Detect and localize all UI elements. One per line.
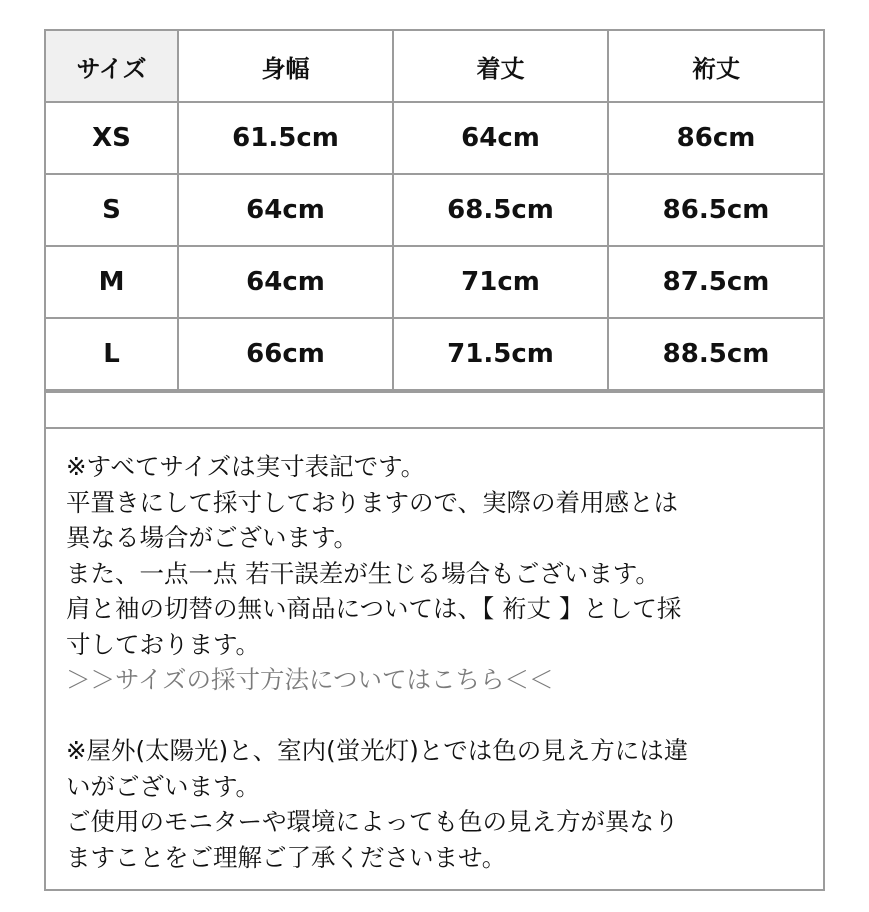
note-line: ※すべてサイズは実寸表記です。 bbox=[66, 452, 426, 481]
table-row bbox=[46, 318, 823, 390]
cell-sleeve-length: 87.5cm bbox=[608, 246, 823, 318]
cell-length: 71cm bbox=[393, 246, 608, 318]
cell-length: 68.5cm bbox=[393, 174, 608, 246]
table-row bbox=[46, 246, 823, 318]
header-sleeve-length: 裄丈 bbox=[608, 31, 823, 102]
cell-sleeve-length: 86cm bbox=[608, 102, 823, 174]
note-line: また、一点一点 若干誤差が生じる場合もございます。 bbox=[66, 558, 660, 588]
note-line: いがございます。 bbox=[66, 771, 261, 801]
table-header-row bbox=[46, 31, 823, 102]
table-row bbox=[46, 102, 823, 174]
cell-size: L bbox=[46, 318, 178, 390]
cell-body-width: 66cm bbox=[178, 318, 393, 390]
cell-sleeve-length: 88.5cm bbox=[608, 318, 823, 390]
note-line: 肩と袖の切替の無い商品については、【 裄丈 】として採 bbox=[66, 594, 682, 623]
cell-size: XS bbox=[46, 102, 178, 174]
size-notes bbox=[46, 429, 823, 875]
note-line: ますことをご理解ご了承くださいませ。 bbox=[66, 842, 507, 872]
cell-size: S bbox=[46, 174, 178, 246]
table-row bbox=[46, 174, 823, 246]
cell-size: M bbox=[46, 246, 178, 318]
cell-body-width: 64cm bbox=[178, 174, 393, 246]
measurement-method-link[interactable]: ＞＞サイズの採寸方法についてはこちら＜＜ bbox=[66, 665, 554, 694]
note-line: ※屋外(太陽光)と、室内(蛍光灯)とでは色の見え方には違 bbox=[66, 736, 689, 765]
size-table bbox=[46, 31, 823, 391]
size-chart-frame bbox=[44, 29, 825, 891]
cell-length: 71.5cm bbox=[393, 318, 608, 390]
blank-line bbox=[66, 698, 805, 734]
note-line: 平置きにして採寸しておりますので、実際の着用感とは bbox=[66, 487, 679, 517]
cell-length: 64cm bbox=[393, 102, 608, 174]
note-line: 異なる場合がございます。 bbox=[66, 523, 359, 552]
cell-body-width: 61.5cm bbox=[178, 102, 393, 174]
cell-body-width: 64cm bbox=[178, 246, 393, 318]
empty-table-row bbox=[46, 391, 823, 429]
note-line: ご使用のモニターや環境によっても色の見え方が異なり bbox=[66, 807, 679, 836]
header-length: 着丈 bbox=[393, 31, 608, 102]
note-line: 寸しております。 bbox=[66, 629, 261, 659]
cell-sleeve-length: 86.5cm bbox=[608, 174, 823, 246]
header-size: サイズ bbox=[46, 31, 178, 102]
header-body-width: 身幅 bbox=[178, 31, 393, 102]
